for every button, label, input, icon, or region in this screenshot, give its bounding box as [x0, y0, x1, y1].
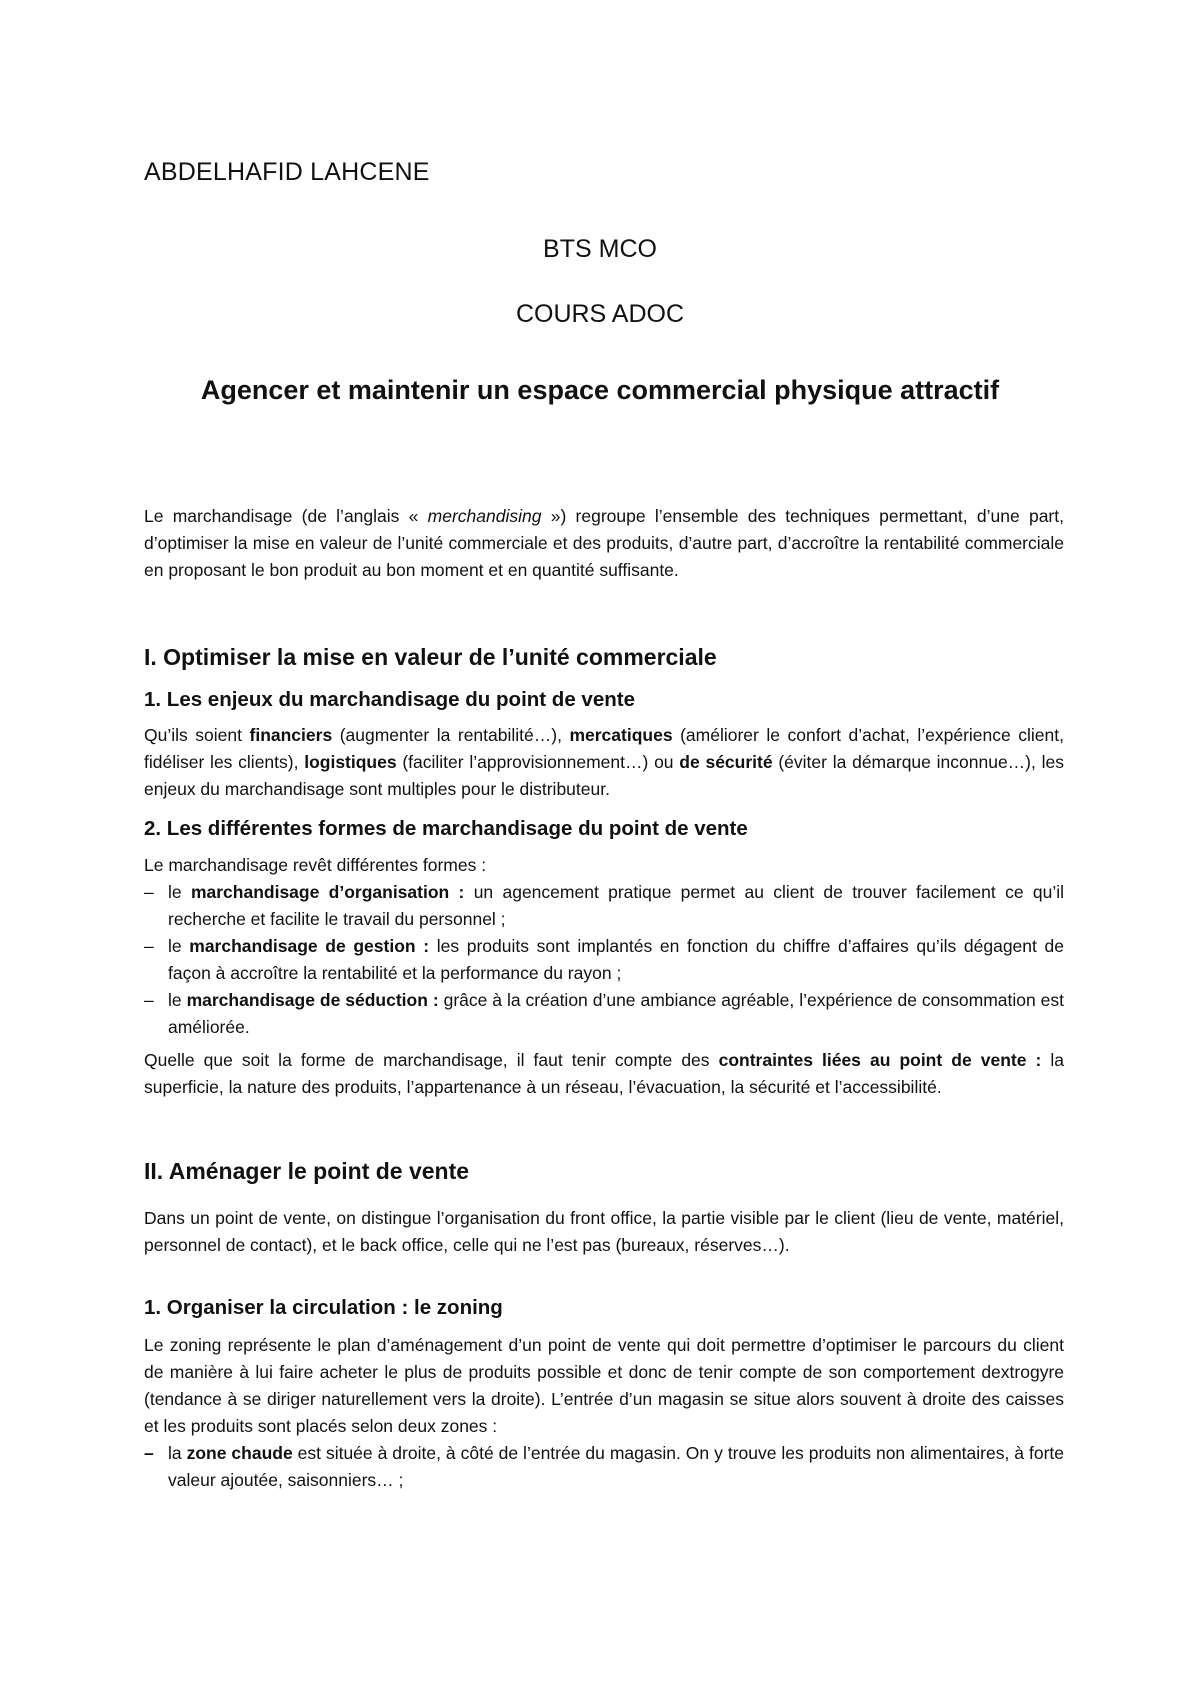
list-item	[144, 879, 1064, 933]
bold-term: zone chaude	[186, 1443, 293, 1463]
text-run: les produits sont implantés en fonction du chiffre d’affaires qu’ils dégagent de façon à accroître la rentabilité et la performance du rayon ;	[168, 936, 1064, 983]
section-2-intro: Dans un point de vente, on distingue l’organisation du front office, la partie visible par le client (lieu de vente, matériel, personnel de contact), et le back office, celle qui ne l’est pas (bureaux, réserves…).	[144, 1208, 1064, 1255]
text-run: (faciliter l’approvisionnement…) ou	[396, 752, 680, 772]
text-run: (améliorer le confort d’achat, l’expérience client, fidéliser les clients),	[144, 725, 1064, 772]
intro-text-b: ») regroupe l’ensemble des techniques permettant, d’une part, d’optimiser la mise en valeur de l’unité commerciale et des produits, d’autre part, d’accroître la rentabilité commerciale en proposant le bon produit au bon moment et en quantité suffisante.	[144, 506, 1064, 580]
intro-paragraph	[144, 503, 1064, 584]
section-1-sub-1-paragraph	[144, 722, 1064, 803]
section-1-sub-1-heading: 1. Les enjeux du marchandisage du point de vente	[144, 688, 635, 711]
course-title: BTS MCO	[543, 235, 657, 263]
text-run: grâce à la création d’une ambiance agréable, l’expérience de consommation est améliorée.	[168, 990, 1064, 1037]
intro-italic-term: merchandising	[427, 506, 542, 526]
text-run: la superficie, la nature des produits, l’appartenance à un réseau, l’évacuation, la sécurité et l’accessibilité.	[144, 1050, 1065, 1097]
text-run: la	[168, 1443, 187, 1463]
section-1-sub-2-lead: Le marchandisage revêt différentes formes :	[144, 855, 487, 875]
section-2-heading: II. Aménager le point de vente	[144, 1158, 470, 1184]
text-run: Quelle que soit la forme de marchandisage, il faut tenir compte des	[144, 1050, 719, 1070]
bold-term: marchandisage de séduction :	[186, 990, 439, 1010]
bold-term: marchandisage de gestion :	[189, 936, 430, 956]
author-name: ABDELHAFID LAHCENE	[144, 158, 430, 186]
section-1-sub-2-heading: 2. Les différentes formes de marchandisage du point de vente	[144, 817, 748, 840]
module-title: COURS ADOC	[515, 300, 685, 328]
bold-term: marchandisage d’organisation :	[190, 882, 465, 902]
bold-term: logistiques	[304, 752, 397, 772]
bold-term: de sécurité	[679, 752, 773, 772]
text-run: (augmenter la rentabilité…),	[332, 725, 570, 745]
bold-term: financiers	[249, 725, 333, 745]
section-1-sub-2-closing	[144, 1047, 1064, 1101]
text-run: Qu’ils soient	[144, 725, 250, 745]
section-2-sub-1-heading: 1. Organiser la circulation : le zoning	[144, 1296, 503, 1319]
list-item	[144, 933, 1064, 987]
zones-list	[144, 1440, 1064, 1494]
forms-list	[144, 879, 1064, 1041]
document-title: Agencer et maintenir un espace commercial physique attractif	[200, 375, 1000, 405]
section-2-sub-1-paragraph: Le zoning représente le plan d’aménagement d’un point de vente qui doit permettre d’optimiser le parcours du client de manière à lui faire acheter le plus de produits possible et donc de tenir compte de son comportement dextrogyre (tendance à se diriger naturellement vers la droite). L’entrée d’un magasin se situe alors souvent à droite des caisses et les produits sont placés selon deux zones :	[144, 1335, 1064, 1436]
bold-term: contraintes liées au point de vente :	[718, 1050, 1042, 1070]
text-run: un agencement pratique permet au client de trouver facilement ce qu’il recherche et facilite le travail du personnel ;	[168, 882, 1065, 929]
list-item	[144, 987, 1064, 1041]
text-run: le	[168, 990, 187, 1010]
text-run: le	[168, 882, 191, 902]
bold-term: mercatiques	[569, 725, 673, 745]
text-run: le	[168, 936, 190, 956]
text-run: (éviter la démarque inconnue…), les enjeux du marchandisage sont multiples pour le distributeur.	[144, 752, 1064, 799]
section-1-heading: I. Optimiser la mise en valeur de l’unité commerciale	[144, 644, 717, 670]
list-item	[144, 1440, 1064, 1494]
intro-text-a: Le marchandisage (de l’anglais «	[144, 506, 428, 526]
text-run: est située à droite, à côté de l’entrée du magasin. On y trouve les produits non alimentaires, à forte valeur ajoutée, saisonniers… ;	[168, 1443, 1065, 1490]
